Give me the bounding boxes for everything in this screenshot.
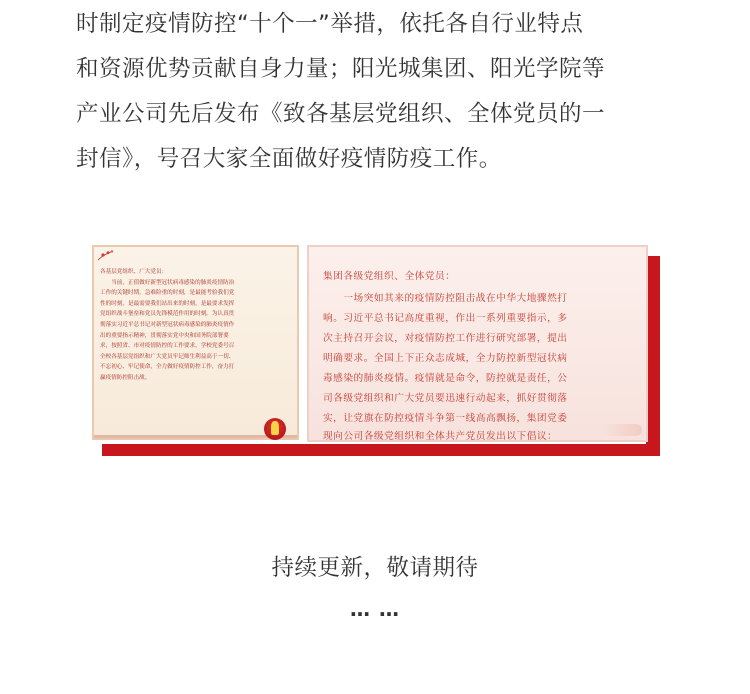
red-frame-side [646,256,660,456]
letter-right [307,245,648,442]
letter-left-line: 性的时刻，是最需要我们站出来的时刻，是最要求发挥 [100,300,235,307]
plum-blossom-icon [97,249,115,261]
red-frame-bar [102,444,660,456]
letter-left-line: 彻落实习近平总书记对新型冠状病毒感染的肺炎疫情作 [100,321,235,328]
letter-left-line: 求，按照省、市对疫情防控的工作要求，学校党委号召 [100,343,235,350]
letter-right-ornament [602,424,642,436]
letter-left-line: 全校各基层党组织和广大党员牢记师生利益高于一切、 [100,353,235,360]
letter-right-line: 毒感染的肺炎疫情。疫情就是命令，防控就是责任，公 [323,373,568,384]
article-line-4: 封信》，号召大家全面做好疫情防疫工作。 [76,146,502,172]
letter-left-line: 工作的关键时期。急难险重的时刻，是最能考验我们党 [100,290,235,297]
letter-right-line: 集团各级党组织、全体党员： [323,271,456,282]
letter-left-line: 各基层党组织、广大党员： [100,269,168,275]
article-line-1: 时制定疫情防控“十个一”举措，依托各自行业特点 [76,11,584,37]
letter-right-line: 现向公司各级党组织和全体共产党员发出以下倡议： [323,431,558,442]
letter-right-line: 明确要求。全国上下正众志成城，全力防控新型冠状病 [323,353,568,364]
letter-left-line: 党组织战斗堡垒和党员先锋模范作用的时刻。为认真贯 [100,311,235,318]
letter-left-line: 不忘初心、牢记使命，全力做好疫情防控工作，奋力打 [100,364,235,371]
letter-left-line: 当前，正值做好新型冠状病毒感染的肺炎疫情防治 [100,279,235,286]
article-line-3: 产业公司先后发布《致各基层党组织、全体党员的一 [76,101,606,127]
party-emblem-icon [264,418,286,440]
letter-right-line: 司各级党组织和广大党员要迅速行动起来，抓好贯彻落 [323,393,568,404]
article-line-2: 和资源优势贡献自身力量；阳光城集团、阳光学院等 [76,56,606,82]
ellipsis-text: … … [350,597,400,621]
letter-left-line: 出的重要指示精神，贯彻落实党中央和国务院部署要 [100,332,229,339]
article-text [76,2,676,182]
letter-right-line: 实，让党旗在防控疫情斗争第一线高高飘扬，集团党委 [323,413,568,424]
continue-update-text: 持续更新，敬请期待 [271,555,479,581]
letter-right-line: 一场突如其来的疫情防控阻击战在中华大地骤然打 [323,293,568,304]
letter-right-line: 响。习近平总书记高度重视，作出一系列重要指示，多 [323,313,568,324]
letter-right-line: 次主持召开会议，对疫情防控工作进行研究部署，提出 [323,333,568,344]
letter-left [92,245,299,440]
letter-left-line: 赢疫情防控阻击战。 [100,374,151,381]
